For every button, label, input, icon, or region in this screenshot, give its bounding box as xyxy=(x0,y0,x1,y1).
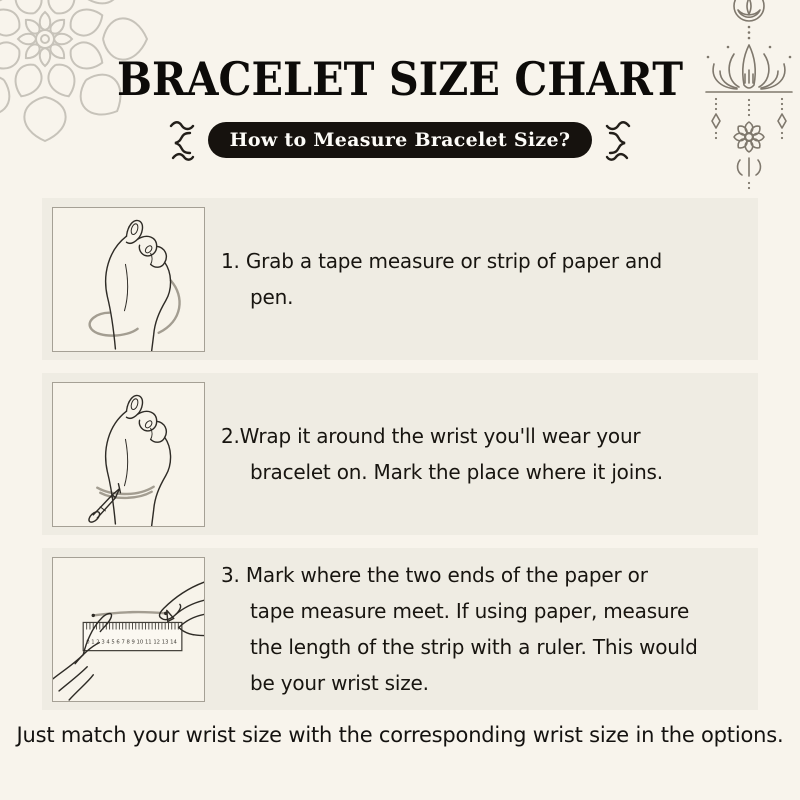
step2-illustration-box xyxy=(52,382,205,527)
squiggle-flourish-left-icon xyxy=(166,118,196,162)
step-row-1 xyxy=(42,198,758,360)
hand-with-pen-icon xyxy=(53,383,204,526)
footer-note: Just match your wrist size with the corresponding wrist size in the options. xyxy=(16,723,784,747)
step3-line-2: tape measure meet. If using paper, measure xyxy=(250,599,690,623)
ruler xyxy=(83,622,182,650)
step1-line-1: 1. Grab a tape measure or strip of paper and xyxy=(221,249,663,273)
step-row-3 xyxy=(42,548,758,710)
step1-text xyxy=(221,243,662,315)
step3-line-1: 3. Mark where the two ends of the paper or xyxy=(221,563,648,587)
steps-list xyxy=(42,198,758,710)
step1-illustration-box xyxy=(52,207,205,352)
step1-line-2: pen. xyxy=(250,285,294,309)
step2-line-2: bracelet on. Mark the place where it joins. xyxy=(250,460,663,484)
step3-line-4: be your wrist size. xyxy=(250,671,429,695)
page-title: BRACELET SIZE CHART xyxy=(116,52,684,106)
ruler-numbers: 0 1 2 3 4 5 6 7 8 9 10 11 12 13 14 xyxy=(86,639,178,646)
hand-with-strip-icon xyxy=(53,208,204,351)
step2-text xyxy=(221,418,663,490)
lotus-tail xyxy=(738,158,761,189)
step-row-2 xyxy=(42,373,758,535)
ruler-measuring-icon xyxy=(53,558,204,701)
step2-line-1: 2.Wrap it around the wrist you'll wear your xyxy=(221,424,641,448)
subtitle-badge: How to Measure Bracelet Size? xyxy=(208,122,593,158)
step3-illustration-box xyxy=(52,557,205,702)
step3-text xyxy=(221,557,698,701)
squiggle-flourish-right-icon xyxy=(604,118,634,162)
lotus-small-flower xyxy=(734,122,764,152)
step3-line-3: the length of the strip with a ruler. This would xyxy=(250,635,698,659)
